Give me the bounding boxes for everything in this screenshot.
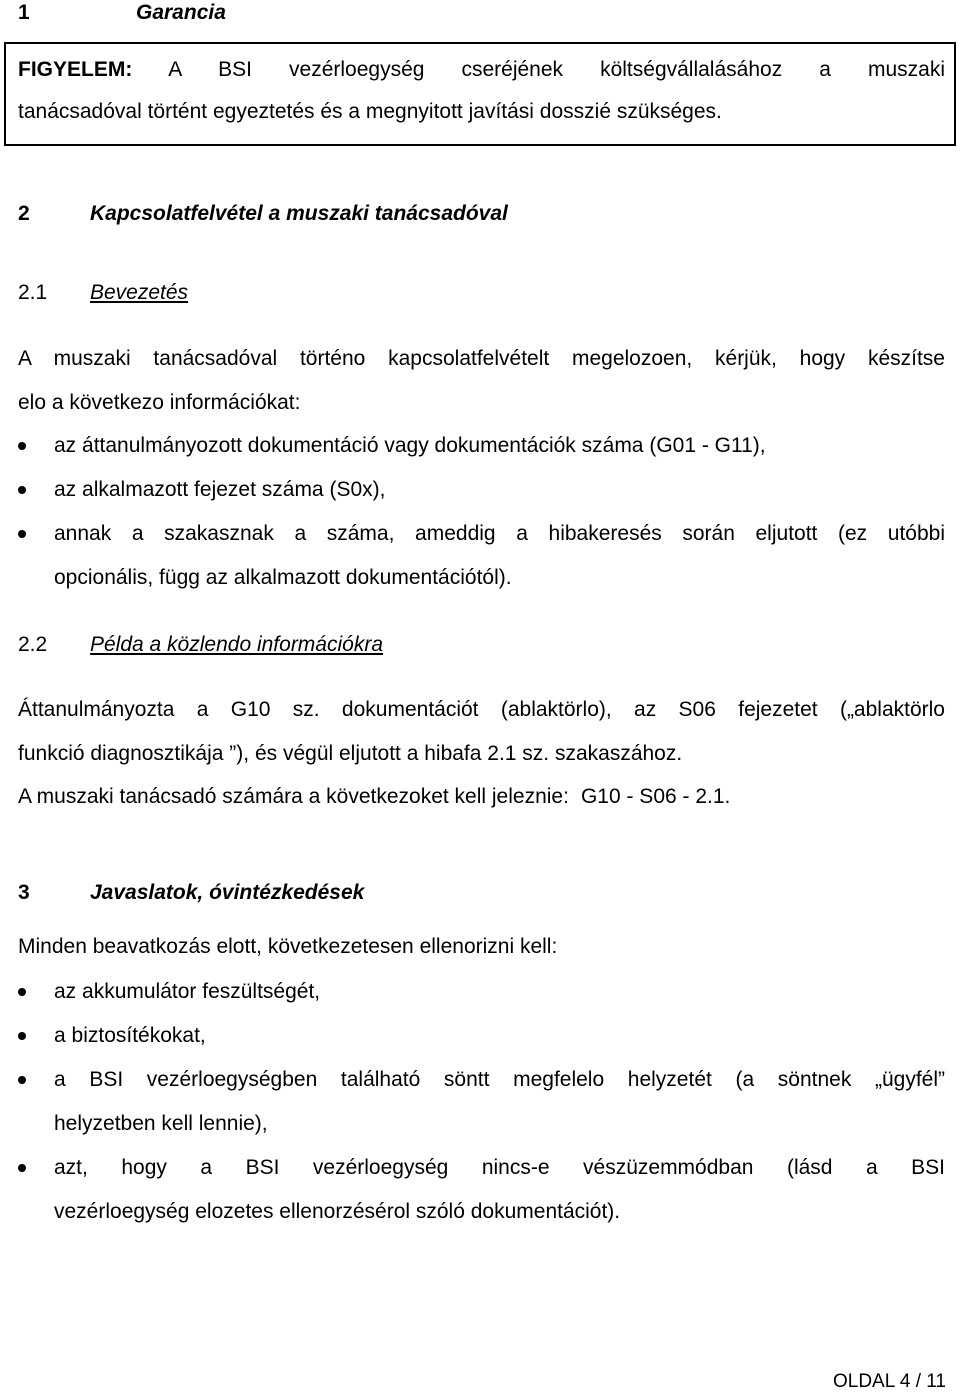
checks-intro-text: Minden beavatkozás elott, következetesen ellenorizni kell: bbox=[18, 935, 558, 958]
list-item bbox=[18, 1058, 945, 1146]
list-item-text: azt, hogy a BSI vezérloegység nincs-e vészüzemmódban (lásd a BSI bbox=[54, 1156, 945, 1179]
bullet-icon bbox=[18, 530, 26, 538]
bullet-icon bbox=[18, 988, 26, 996]
list-item bbox=[18, 1146, 945, 1234]
intro-line-1: A muszaki tanácsadóval történo kapcsolatfelvételt megelozoen, kérjük, hogy készítse bbox=[18, 347, 945, 370]
list-item-text: az áttanulmányozott dokumentáció vagy dokumentációk száma (G01 - G11), bbox=[54, 434, 766, 457]
report-label: A muszaki tanácsadó számára a következoket kell jeleznie: bbox=[18, 785, 569, 808]
list-item bbox=[18, 468, 945, 512]
section-2-heading bbox=[18, 192, 945, 236]
example-line-2: funkció diagnosztikája ”), és végül eljutott a hibafa 2.1 sz. szakaszához. bbox=[18, 742, 683, 765]
bullet-icon bbox=[18, 1032, 26, 1040]
section-2-2-title: Példa a közlendo információkra bbox=[90, 633, 383, 656]
list-item-text: opcionális, függ az alkalmazott dokumentációtól). bbox=[54, 566, 512, 589]
list-item bbox=[18, 1014, 945, 1058]
warning-line-2: tanácsadóval történt egyeztetés és a megnyitott javítási dosszié szükséges. bbox=[18, 100, 722, 123]
list-item-text: a BSI vezérloegységben található söntt megfelelo helyzetét (a söntnek „ügyfél” bbox=[54, 1068, 945, 1091]
section-2-title: Kapcsolatfelvétel a muszaki tanácsadóval bbox=[90, 202, 508, 225]
bullet-icon bbox=[18, 442, 26, 450]
section-2-2-heading bbox=[18, 623, 945, 667]
list-item-text: a biztosítékokat, bbox=[54, 1024, 206, 1047]
section-1-heading bbox=[18, 0, 945, 26]
section-1-title: Garancia bbox=[136, 1, 226, 24]
info-list bbox=[18, 424, 945, 600]
section-3-title: Javaslatok, óvintézkedések bbox=[90, 881, 365, 904]
list-item bbox=[18, 970, 945, 1014]
checks-intro bbox=[18, 925, 945, 969]
bullet-icon bbox=[18, 486, 26, 494]
warning-text-1: A BSI vezérloegység cseréjének költségvállalásához a muszaki bbox=[168, 58, 945, 81]
section-2-1-title: Bevezetés bbox=[90, 281, 189, 304]
section-2-2-number: 2.2 bbox=[18, 633, 48, 656]
bullet-icon bbox=[18, 1164, 26, 1172]
example-paragraph bbox=[18, 688, 945, 776]
list-item-text: az akkumulátor feszültségét, bbox=[54, 980, 321, 1003]
report-code: G10 - S06 - 2.1. bbox=[580, 785, 731, 808]
section-2-1-number: 2.1 bbox=[18, 281, 48, 304]
intro-paragraph bbox=[18, 337, 945, 425]
section-2-number: 2 bbox=[18, 202, 30, 225]
section-3-number: 3 bbox=[18, 881, 30, 904]
report-row bbox=[18, 775, 945, 819]
list-item-text: helyzetben kell lennie), bbox=[54, 1112, 268, 1135]
section-1-number: 1 bbox=[18, 1, 30, 24]
section-3-heading bbox=[18, 871, 945, 915]
list-item bbox=[18, 512, 945, 600]
list-item-text: annak a szakasznak a száma, ameddig a hibakeresés során eljutott (ez utóbbi bbox=[54, 522, 945, 545]
section-2-1-heading bbox=[18, 271, 945, 315]
warning-line-1 bbox=[18, 49, 945, 91]
bullet-icon bbox=[18, 1076, 26, 1084]
report-line bbox=[18, 775, 945, 819]
page-number: OLDAL 4 / 11 bbox=[832, 1371, 946, 1392]
list-item-text: vezérloegység elozetes ellenorzésérol szóló dokumentációt). bbox=[54, 1200, 621, 1223]
example-line-1: Áttanulmányozta a G10 sz. dokumentációt (ablaktörlo), az S06 fejezetet („ablaktörlo bbox=[18, 698, 945, 721]
warning-label: FIGYELEM: bbox=[18, 58, 133, 81]
warning-box bbox=[4, 42, 956, 146]
check-list bbox=[18, 970, 945, 1234]
intro-line-2: elo a következo információkat: bbox=[18, 391, 301, 414]
list-item bbox=[18, 424, 945, 468]
list-item-text: az alkalmazott fejezet száma (S0x), bbox=[54, 478, 386, 501]
